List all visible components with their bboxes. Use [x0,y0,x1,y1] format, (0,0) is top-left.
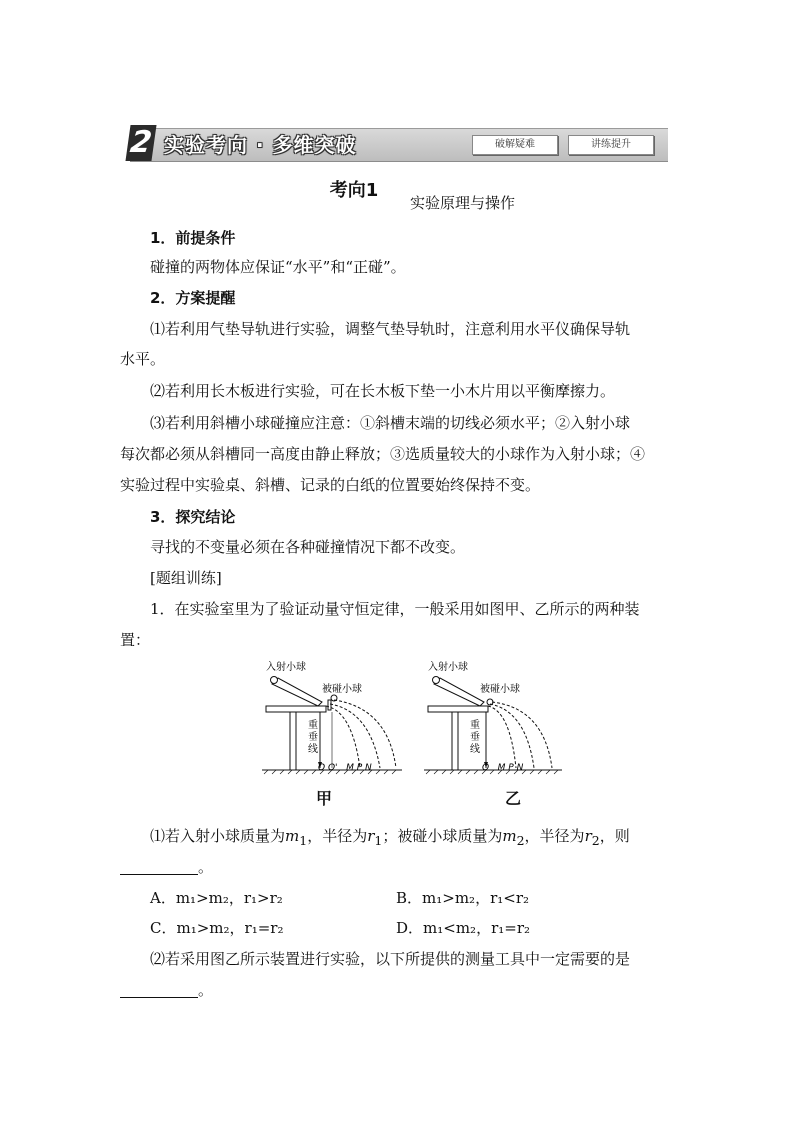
q1p1-text-e: ，则 [599,827,630,845]
heading-premise: 1．前提条件 [150,229,236,247]
option-a[interactable]: A．m₁>m₂，r₁>r₂ [150,889,283,907]
left-label-line-2: 垂 [308,732,318,743]
figure-right [424,660,562,774]
paragraph-incline-3: 实验过程中实验桌、斜槽、记录的白纸的位置要始终保持不变。 [120,476,541,494]
left-axis-labels: O O' M P N [318,763,372,773]
button-break-difficulty[interactable]: 破解疑难 [472,135,558,155]
q1p1-text-b: ，半径为 [307,827,368,845]
section-banner [128,125,668,162]
paragraph-incline-1: ⑶若利用斜槽小球碰撞应注意：①斜槽末端的切线必须水平；②入射小球 [150,414,631,432]
right-label-target: 被碰小球 [480,684,520,695]
q1p1-text-c: ；被碰小球质量为 [382,827,503,845]
training-label: [题组训练] [150,569,222,587]
left-label-line-3: 线 [308,744,318,755]
question1-part1: ⑴若入射小球质量为$m_1$，半径为$r_1$；被碰小球质量为$m_2$，半径为$r_2$，则 [150,827,630,848]
button-practice-improve[interactable]: 讲练提升 [568,135,654,155]
left-label-incident: 入射小球 [266,662,306,673]
blank-end-1: 。 [198,858,214,876]
heading-conclusion: 3．探究结论 [150,508,236,526]
right-label-line-3: 线 [470,744,480,755]
question1-part2: ⑵若采用图乙所示装置进行实验，以下所提供的测量工具中一定需要的是 [150,950,631,968]
option-b[interactable]: B．m₁>m₂，r₁<r₂ [396,889,530,907]
figure-left [262,660,402,774]
question1-intro-2: 置： [120,631,151,649]
answer-blank-2[interactable] [120,981,198,998]
question1-intro-1: 1．在实验室里为了验证动量守恒定律，一般采用如图甲、乙所示的两种装 [150,600,640,618]
section-title: 实验原理与操作 [410,194,516,212]
paragraph-air-track-2: 水平。 [120,350,166,368]
paragraph-air-track-1: ⑴若利用气垫导轨进行实验，调整气垫导轨时，注意利用水平仪确保导轨 [150,320,631,338]
right-label-incident: 入射小球 [428,662,468,673]
paragraph-premise: 碰撞的两物体应保证“水平”和“正碰”。 [150,258,406,276]
question1-part1-blank-line [120,857,680,877]
answer-blank-1[interactable] [120,858,198,875]
experiment-figure [262,656,562,776]
option-d[interactable]: D．m₁<m₂，r₁=r₂ [396,919,531,937]
question1-part2-blank-line [120,980,680,1000]
section-label: 考向1 [312,180,396,202]
caption-yi: 乙 [505,789,522,808]
q1p1-m1: m [285,827,300,845]
right-label-line-1: 重 [470,720,480,731]
banner-number: 2 [125,125,156,161]
paragraph-long-board: ⑵若利用长木板进行实验，可在长木板下垫一小木片用以平衡摩擦力。 [150,382,616,400]
paragraph-incline-2: 每次都必须从斜槽同一高度由静止释放；③选质量较大的小球作为入射小球；④ [120,445,646,463]
left-label-line-1: 重 [308,720,318,731]
paragraph-conclusion: 寻找的不变量必须在各种碰撞情况下都不改变。 [150,538,466,556]
right-axis-labels: O M P N [482,763,524,773]
q1p1-text-a: ⑴若入射小球质量为 [150,827,286,845]
left-label-target: 被碰小球 [322,684,362,695]
right-label-line-2: 垂 [470,732,480,743]
caption-jia: 甲 [316,789,333,808]
option-c[interactable]: C．m₁>m₂，r₁=r₂ [150,919,284,937]
heading-plan-reminder: 2．方案提醒 [150,289,236,307]
blank-end-2: 。 [198,981,214,999]
banner-title: 实验考向 · 多维突破 [164,133,357,157]
q1p1-text-d: ，半径为 [524,827,585,845]
